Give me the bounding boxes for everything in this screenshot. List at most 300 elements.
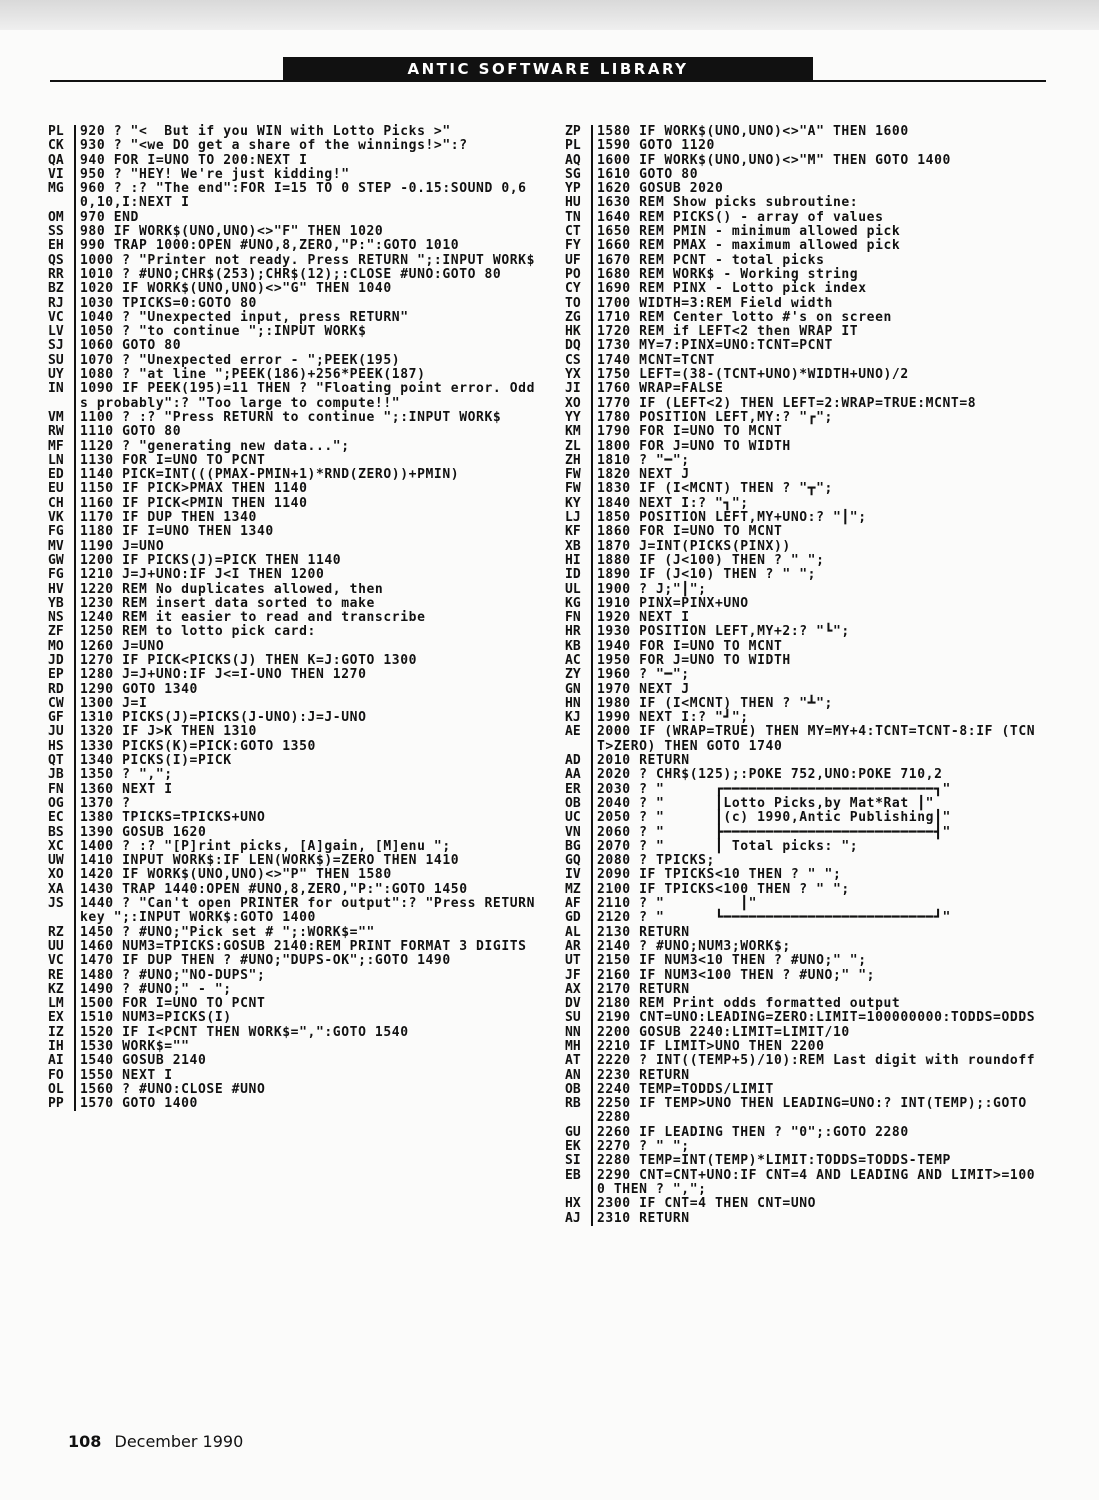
code-text: 1820 NEXT J: [597, 467, 690, 483]
code-text: 1620 GOSUB 2020: [597, 181, 724, 197]
checksum-code: OM: [48, 211, 76, 225]
checksum-code: RR: [48, 268, 76, 282]
checksum-code: GW: [48, 554, 76, 568]
code-text: 2200 GOSUB 2240:LIMIT=LIMIT/10: [597, 1024, 850, 1040]
listing-line: [48, 268, 538, 282]
listing-line: [48, 1083, 538, 1097]
listing-line: [48, 797, 538, 811]
listing-line: [48, 711, 538, 725]
code-text: 1060 GOTO 80: [80, 338, 182, 354]
code-text: 1160 IF PICK<PMIN THEN 1140: [80, 495, 308, 511]
code-text: 1670 REM PCNT - total picks: [597, 252, 825, 268]
checksum-code: LN: [48, 454, 76, 468]
checksum-code: AA: [565, 768, 593, 782]
code-text: 1710 REM Center lotto #'s on screen: [597, 309, 892, 325]
listing-line: [48, 325, 538, 339]
top-strip: [0, 0, 1099, 30]
checksum-code: MH: [565, 1040, 593, 1054]
listing-line: [565, 268, 1043, 282]
listing-line: [565, 668, 1043, 682]
checksum-code: AR: [565, 940, 593, 954]
listing-line: [565, 568, 1043, 582]
listing-line: [48, 783, 538, 797]
code-text: 1980 IF (I<MCNT) THEN ? "┻";: [597, 695, 833, 711]
checksum-code: LV: [48, 325, 76, 339]
checksum-code: XO: [48, 868, 76, 882]
code-text: 1480 ? #UNO;"NO-DUPS";: [80, 967, 266, 983]
code-text: 2010 RETURN: [597, 753, 690, 769]
checksum-code: FW: [565, 468, 593, 482]
code-text: 1870 J=INT(PICKS(PINX)): [597, 538, 791, 554]
code-text: 920 ? "< But if you WIN with Lotto Picks >": [80, 124, 451, 139]
listing-line: [48, 640, 538, 654]
code-text: 1380 TPICKS=TPICKS+UNO: [80, 810, 266, 826]
code-text: 1190 J=UNO: [80, 538, 165, 554]
checksum-code: YX: [565, 368, 593, 382]
checksum-code: QA: [48, 154, 76, 168]
checksum-code: MG: [48, 182, 76, 211]
code-text: 1790 FOR I=UNO TO MCNT: [597, 424, 783, 440]
listing-line: [565, 525, 1043, 539]
checksum-code: JU: [48, 725, 76, 739]
checksum-code: DV: [565, 997, 593, 1011]
checksum-code: YP: [565, 182, 593, 196]
code-text: 1070 ? "Unexpected error - ";PEEK(195): [80, 352, 401, 368]
listing-line: [48, 654, 538, 668]
code-text: 2040 ? " ┃Lotto Picks,by Mat*Rat ┃": [597, 795, 935, 811]
checksum-code: VI: [48, 168, 76, 182]
code-text: 1560 ? #UNO:CLOSE #UNO: [80, 1081, 266, 1097]
checksum-code: SG: [565, 168, 593, 182]
checksum-code: SJ: [48, 339, 76, 353]
code-text: 1360 NEXT I: [80, 781, 173, 797]
code-text: 2260 IF LEADING THEN ? "0";:GOTO 2280: [597, 1124, 909, 1140]
code-text: 1640 REM PICKS() - array of values: [597, 209, 884, 225]
listing-line: [48, 368, 538, 382]
code-text: 1910 PINX=PINX+UNO: [597, 595, 749, 611]
checksum-code: SI: [565, 1154, 593, 1168]
code-text: 1740 MCNT=TCNT: [597, 352, 715, 368]
code-text: 960 ? :? "The end":FOR I=15 TO 0 STEP -0.15:SOUND 0,60,10,I:NEXT I: [80, 181, 527, 211]
code-text: 1260 J=UNO: [80, 638, 165, 654]
checksum-code: ZL: [565, 440, 593, 454]
code-text: 1950 FOR J=UNO TO WIDTH: [597, 652, 791, 668]
listing-line: [48, 997, 538, 1011]
listing-line: [48, 683, 538, 697]
code-text: 1170 IF DUP THEN 1340: [80, 510, 257, 526]
code-text: 2240 TEMP=TODDS/LIMIT: [597, 1081, 774, 1097]
listing-line: [48, 182, 538, 211]
listing-line: [48, 311, 538, 325]
listing-line: [565, 1069, 1043, 1083]
checksum-code: SU: [48, 354, 76, 368]
checksum-code: UF: [565, 254, 593, 268]
code-text: 2290 CNT=CNT+UNO:IF CNT=4 AND LEADING AND LIMIT>=1000 THEN ? ",";: [597, 1167, 1036, 1197]
listing-line: [565, 597, 1043, 611]
listing-line: [565, 282, 1043, 296]
checksum-code: ZF: [48, 625, 76, 639]
code-text: 1130 FOR I=UNO TO PCNT: [80, 452, 266, 468]
checksum-code: OG: [48, 797, 76, 811]
checksum-code: CT: [565, 225, 593, 239]
listing-line: [48, 168, 538, 182]
checksum-code: MV: [48, 540, 76, 554]
code-text: 2130 RETURN: [597, 924, 690, 940]
listing-line: [565, 168, 1043, 182]
checksum-code: HI: [565, 554, 593, 568]
code-text: 1250 REM to lotto pick card:: [80, 624, 316, 640]
code-text: 1760 WRAP=FALSE: [597, 381, 724, 397]
listing-line: [565, 440, 1043, 454]
checksum-code: ZH: [565, 454, 593, 468]
code-text: 1630 REM Show picks subroutine:: [597, 195, 859, 211]
checksum-code: HN: [565, 697, 593, 711]
section-banner: ANTIC SOFTWARE LIBRARY: [283, 57, 813, 81]
checksum-code: VM: [48, 411, 76, 425]
checksum-code: CK: [48, 139, 76, 153]
code-text: 1320 IF J>K THEN 1310: [80, 724, 257, 740]
listing-line: [48, 154, 538, 168]
code-text: 1140 PICK=INT(((PMAX-PMIN+1)*RND(ZERO))+PMIN): [80, 467, 460, 483]
checksum-code: FN: [565, 611, 593, 625]
code-text: 1290 GOTO 1340: [80, 681, 198, 697]
code-text: 2170 RETURN: [597, 981, 690, 997]
listing-line: [48, 139, 538, 153]
listing-line: [565, 554, 1043, 568]
checksum-code: GD: [565, 911, 593, 925]
checksum-code: NN: [565, 1026, 593, 1040]
listing-line: [48, 954, 538, 968]
checksum-code: EU: [48, 482, 76, 496]
listing-line: [565, 1097, 1043, 1126]
listing-line: [48, 211, 538, 225]
checksum-code: AX: [565, 983, 593, 997]
checksum-code: EB: [565, 1169, 593, 1198]
checksum-code: UT: [565, 954, 593, 968]
code-text: 1110 GOTO 80: [80, 424, 182, 440]
checksum-code: XC: [48, 840, 76, 854]
listing-line: [48, 668, 538, 682]
code-text: 1030 TPICKS=0:GOTO 80: [80, 295, 257, 311]
listing-column-right: [565, 125, 1043, 1226]
checksum-code: KF: [565, 525, 593, 539]
code-text: 2020 ? CHR$(125);:POKE 752,UNO:POKE 710,2: [597, 767, 943, 783]
checksum-code: PO: [565, 268, 593, 282]
code-text: 1420 IF WORK$(UNO,UNO)<>"P" THEN 1580: [80, 867, 392, 883]
listing-line: [565, 969, 1043, 983]
listing-line: [48, 725, 538, 739]
code-text: 2030 ? " ┏━━━━━━━━━━━━━━━━━━━━━━━━━┓": [597, 781, 951, 797]
checksum-code: RB: [565, 1097, 593, 1126]
listing-line: [48, 1040, 538, 1054]
checksum-code: XO: [565, 397, 593, 411]
listing-line: [565, 768, 1043, 782]
code-text: 1370 ?: [80, 795, 131, 811]
checksum-code: RW: [48, 425, 76, 439]
listing-line: [565, 196, 1043, 210]
code-text: 1490 ? #UNO;" - ";: [80, 981, 232, 997]
code-text: 1530 WORK$="": [80, 1039, 190, 1054]
code-text: 1750 LEFT=(38-(TCNT+UNO)*WIDTH+UNO)/2: [597, 367, 909, 383]
checksum-code: AI: [48, 1054, 76, 1068]
code-text: 1600 IF WORK$(UNO,UNO)<>"M" THEN GOTO 1400: [597, 152, 951, 168]
code-text: 1890 IF (J<10) THEN ? " ";: [597, 567, 817, 583]
code-text: 2250 IF TEMP>UNO THEN LEADING=UNO:? INT(TEMP);:GOTO 2280: [597, 1096, 1036, 1126]
checksum-code: HX: [565, 1197, 593, 1211]
listing-line: [565, 154, 1043, 168]
checksum-code: KY: [565, 497, 593, 511]
code-text: 1040 ? "Unexpected input, press RETURN": [80, 309, 409, 325]
code-text: 1220 REM No duplicates allowed, then: [80, 581, 384, 597]
code-text: 930 ? "<we DO get a share of the winnings!>":?: [80, 138, 468, 154]
listing-line: [48, 926, 538, 940]
checksum-code: IN: [48, 382, 76, 411]
code-text: 1390 GOSUB 1620: [80, 824, 207, 840]
checksum-code: ZP: [565, 125, 593, 139]
listing-line: [565, 683, 1043, 697]
code-text: 1700 WIDTH=3:REM Field width: [597, 295, 833, 311]
listing-line: [565, 397, 1043, 411]
code-text: 2000 IF (WRAP=TRUE) THEN MY=MY+4:TCNT=TCNT-8:IF (TCNT>ZERO) THEN GOTO 1740: [597, 724, 1036, 754]
listing-line: [48, 254, 538, 268]
checksum-code: FY: [565, 239, 593, 253]
listing-line: [48, 125, 538, 139]
listing-line: [565, 382, 1043, 396]
listing-line: [565, 783, 1043, 797]
listing-line: [565, 540, 1043, 554]
code-text: 1660 REM PMAX - maximum allowed pick: [597, 238, 901, 254]
code-text: 1270 IF PICK<PICKS(J) THEN K=J:GOTO 1300: [80, 652, 418, 668]
listing-line: [565, 311, 1043, 325]
listing-line: [48, 597, 538, 611]
checksum-code: DQ: [565, 339, 593, 353]
listing-line: [48, 497, 538, 511]
code-text: 1780 POSITION LEFT,MY:? "┏";: [597, 409, 833, 425]
checksum-code: HU: [565, 196, 593, 210]
code-text: 1930 POSITION LEFT,MY+2:? "┗";: [597, 624, 850, 640]
checksum-code: BZ: [48, 282, 76, 296]
code-text: 1280 J=J+UNO:IF J<=I-UNO THEN 1270: [80, 667, 367, 683]
code-text: 2310 RETURN: [597, 1210, 690, 1226]
code-text: 1880 IF (J<100) THEN ? " ";: [597, 552, 825, 568]
listing-line: [565, 811, 1043, 825]
code-text: 970 END: [80, 209, 139, 225]
checksum-code: KG: [565, 597, 593, 611]
code-text: 1850 POSITION LEFT,MY+UNO:? "┃";: [597, 510, 867, 526]
listing-line: [565, 711, 1043, 725]
checksum-code: KJ: [565, 711, 593, 725]
listing-line: [48, 697, 538, 711]
code-text: 1900 ? J;"┃";: [597, 581, 707, 597]
checksum-code: CH: [48, 497, 76, 511]
code-text: 1800 FOR J=UNO TO WIDTH: [597, 438, 791, 454]
checksum-code: UU: [48, 940, 76, 954]
code-text: 1450 ? #UNO;"Pick set # ";:WORK$="": [80, 924, 375, 940]
listing-line: [565, 725, 1043, 754]
listing-line: [48, 411, 538, 425]
checksum-code: ED: [48, 468, 76, 482]
listing-line: [565, 497, 1043, 511]
checksum-code: TO: [565, 297, 593, 311]
checksum-code: ER: [565, 783, 593, 797]
listing-line: [48, 768, 538, 782]
code-text: 2210 IF LIMIT>UNO THEN 2200: [597, 1039, 825, 1054]
code-text: 990 TRAP 1000:OPEN #UNO,8,ZERO,"P:":GOTO 1010: [80, 238, 460, 254]
checksum-code: YY: [565, 411, 593, 425]
listing-line: [565, 654, 1043, 668]
code-text: 1970 NEXT J: [597, 681, 690, 697]
checksum-code: GF: [48, 711, 76, 725]
checksum-code: UW: [48, 854, 76, 868]
checksum-code: MF: [48, 440, 76, 454]
code-text: 1230 REM insert data sorted to make: [80, 595, 375, 611]
listing-line: [565, 826, 1043, 840]
checksum-code: SU: [565, 1011, 593, 1025]
listing-line: [565, 182, 1043, 196]
code-text: 1650 REM PMIN - minimum allowed pick: [597, 224, 901, 240]
listing-line: [565, 354, 1043, 368]
code-text: 1100 ? :? "Press RETURN to continue ";:INPUT WORK$: [80, 409, 502, 425]
checksum-code: KM: [565, 425, 593, 439]
listing-line: [48, 583, 538, 597]
listing-line: [565, 1169, 1043, 1198]
checksum-code: OL: [48, 1083, 76, 1097]
checksum-code: FW: [565, 482, 593, 496]
checksum-code: VC: [48, 954, 76, 968]
checksum-code: PL: [48, 125, 76, 139]
checksum-code: LM: [48, 997, 76, 1011]
code-text: 2050 ? " ┃(c) 1990,Antic Publishing┃": [597, 810, 951, 826]
code-text: 2180 REM Print odds formatted output: [597, 996, 901, 1012]
checksum-code: HV: [48, 583, 76, 597]
code-text: 1990 NEXT I:? "┛";: [597, 710, 749, 726]
checksum-code: JS: [48, 897, 76, 926]
code-text: 1180 IF I=UNO THEN 1340: [80, 524, 274, 540]
listing-line: [48, 339, 538, 353]
page-number: 108: [68, 1432, 102, 1451]
checksum-code: IZ: [48, 1026, 76, 1040]
checksum-code: JB: [48, 768, 76, 782]
listing-line: [48, 868, 538, 882]
checksum-code: RD: [48, 683, 76, 697]
listing-line: [48, 740, 538, 754]
checksum-code: LJ: [565, 511, 593, 525]
listing-line: [565, 840, 1043, 854]
listing-line: [565, 468, 1043, 482]
code-text: 1940 FOR I=UNO TO MCNT: [597, 638, 783, 654]
checksum-code: PP: [48, 1097, 76, 1111]
listing-line: [565, 339, 1043, 353]
listing-line: [48, 969, 538, 983]
code-text: 1400 ? :? "[P]rint picks, [A]gain, [M]enu ";: [80, 838, 451, 854]
checksum-code: VK: [48, 511, 76, 525]
checksum-code: RJ: [48, 297, 76, 311]
checksum-code: AD: [565, 754, 593, 768]
listing-line: [48, 297, 538, 311]
checksum-code: TN: [565, 211, 593, 225]
listing-line: [565, 1011, 1043, 1025]
listing-line: [565, 997, 1043, 1011]
code-text: 2120 ? " ┗━━━━━━━━━━━━━━━━━━━━━━━━━┛": [597, 910, 951, 926]
listing-line: [565, 1197, 1043, 1211]
code-text: 1210 J=J+UNO:IF J<I THEN 1200: [80, 567, 325, 583]
checksum-code: FG: [48, 568, 76, 582]
listing-line: [48, 540, 538, 554]
checksum-code: UC: [565, 811, 593, 825]
checksum-code: AL: [565, 926, 593, 940]
checksum-code: RZ: [48, 926, 76, 940]
listing-line: [565, 868, 1043, 882]
checksum-code: ZY: [565, 668, 593, 682]
code-text: 1960 ? "━";: [597, 667, 690, 683]
code-text: 2190 CNT=UNO:LEADING=ZERO:LIMIT=100000000:TODDS=ODDS: [597, 1010, 1036, 1026]
code-text: 2220 ? INT((TEMP+5)/10):REM Last digit with roundoff: [597, 1053, 1036, 1069]
code-text: 1440 ? "Can't open PRINTER for output":? "Press RETURN key ";:INPUT WORK$:GOTO 1400: [80, 896, 544, 926]
checksum-code: GQ: [565, 854, 593, 868]
code-text: 1590 GOTO 1120: [597, 138, 715, 154]
listing-line: [48, 282, 538, 296]
listing-line: [565, 125, 1043, 139]
code-text: 2150 IF NUM3<10 THEN ? #UNO;" ";: [597, 953, 867, 969]
listing-line: [565, 297, 1043, 311]
listing-line: [48, 239, 538, 253]
listing-line: [48, 225, 538, 239]
checksum-code: UL: [565, 583, 593, 597]
listing-line: [48, 382, 538, 411]
checksum-code: EX: [48, 1011, 76, 1025]
checksum-code: ZG: [565, 311, 593, 325]
code-text: 1570 GOTO 1400: [80, 1096, 198, 1112]
listing-line: [565, 368, 1043, 382]
code-text: 2230 RETURN: [597, 1067, 690, 1083]
code-text: 2160 IF NUM3<100 THEN ? #UNO;" ";: [597, 967, 876, 983]
checksum-code: CW: [48, 697, 76, 711]
checksum-code: NS: [48, 611, 76, 625]
listing-line: [48, 840, 538, 854]
code-text: 1200 IF PICKS(J)=PICK THEN 1140: [80, 552, 342, 568]
checksum-code: AF: [565, 897, 593, 911]
code-text: 980 IF WORK$(UNO,UNO)<>"F" THEN 1020: [80, 224, 384, 240]
checksum-code: BS: [48, 826, 76, 840]
listing-line: [565, 1126, 1043, 1140]
checksum-code: FG: [48, 525, 76, 539]
code-text: 2270 ? " ";: [597, 1139, 690, 1155]
checksum-code: RE: [48, 969, 76, 983]
listing-line: [565, 911, 1043, 925]
listing-line: [565, 454, 1043, 468]
checksum-code: HS: [48, 740, 76, 754]
checksum-code: FN: [48, 783, 76, 797]
listing-line: [565, 225, 1043, 239]
listing-line: [565, 883, 1043, 897]
code-text: 1500 FOR I=UNO TO PCNT: [80, 996, 266, 1012]
checksum-code: MZ: [565, 883, 593, 897]
code-text: 1010 ? #UNO;CHR$(253);CHR$(12);:CLOSE #UNO:GOTO 80: [80, 266, 502, 282]
code-text: 1460 NUM3=TPICKS:GOSUB 2140:REM PRINT FORMAT 3 DIGITS: [80, 938, 527, 954]
checksum-code: AQ: [565, 154, 593, 168]
code-text: 1000 ? "Printer not ready. Press RETURN ";:INPUT WORK$: [80, 252, 536, 268]
code-text: 1540 GOSUB 2140: [80, 1053, 207, 1069]
listing-line: [565, 482, 1043, 496]
page-footer: [68, 1432, 243, 1451]
listing-line: [565, 1154, 1043, 1168]
checksum-code: KZ: [48, 983, 76, 997]
checksum-code: EH: [48, 239, 76, 253]
listing-line: [565, 625, 1043, 639]
listing-line: [565, 1140, 1043, 1154]
code-text: 1680 REM WORK$ - Working string: [597, 266, 859, 282]
code-text: 1830 IF (I<MCNT) THEN ? "┳";: [597, 481, 833, 497]
